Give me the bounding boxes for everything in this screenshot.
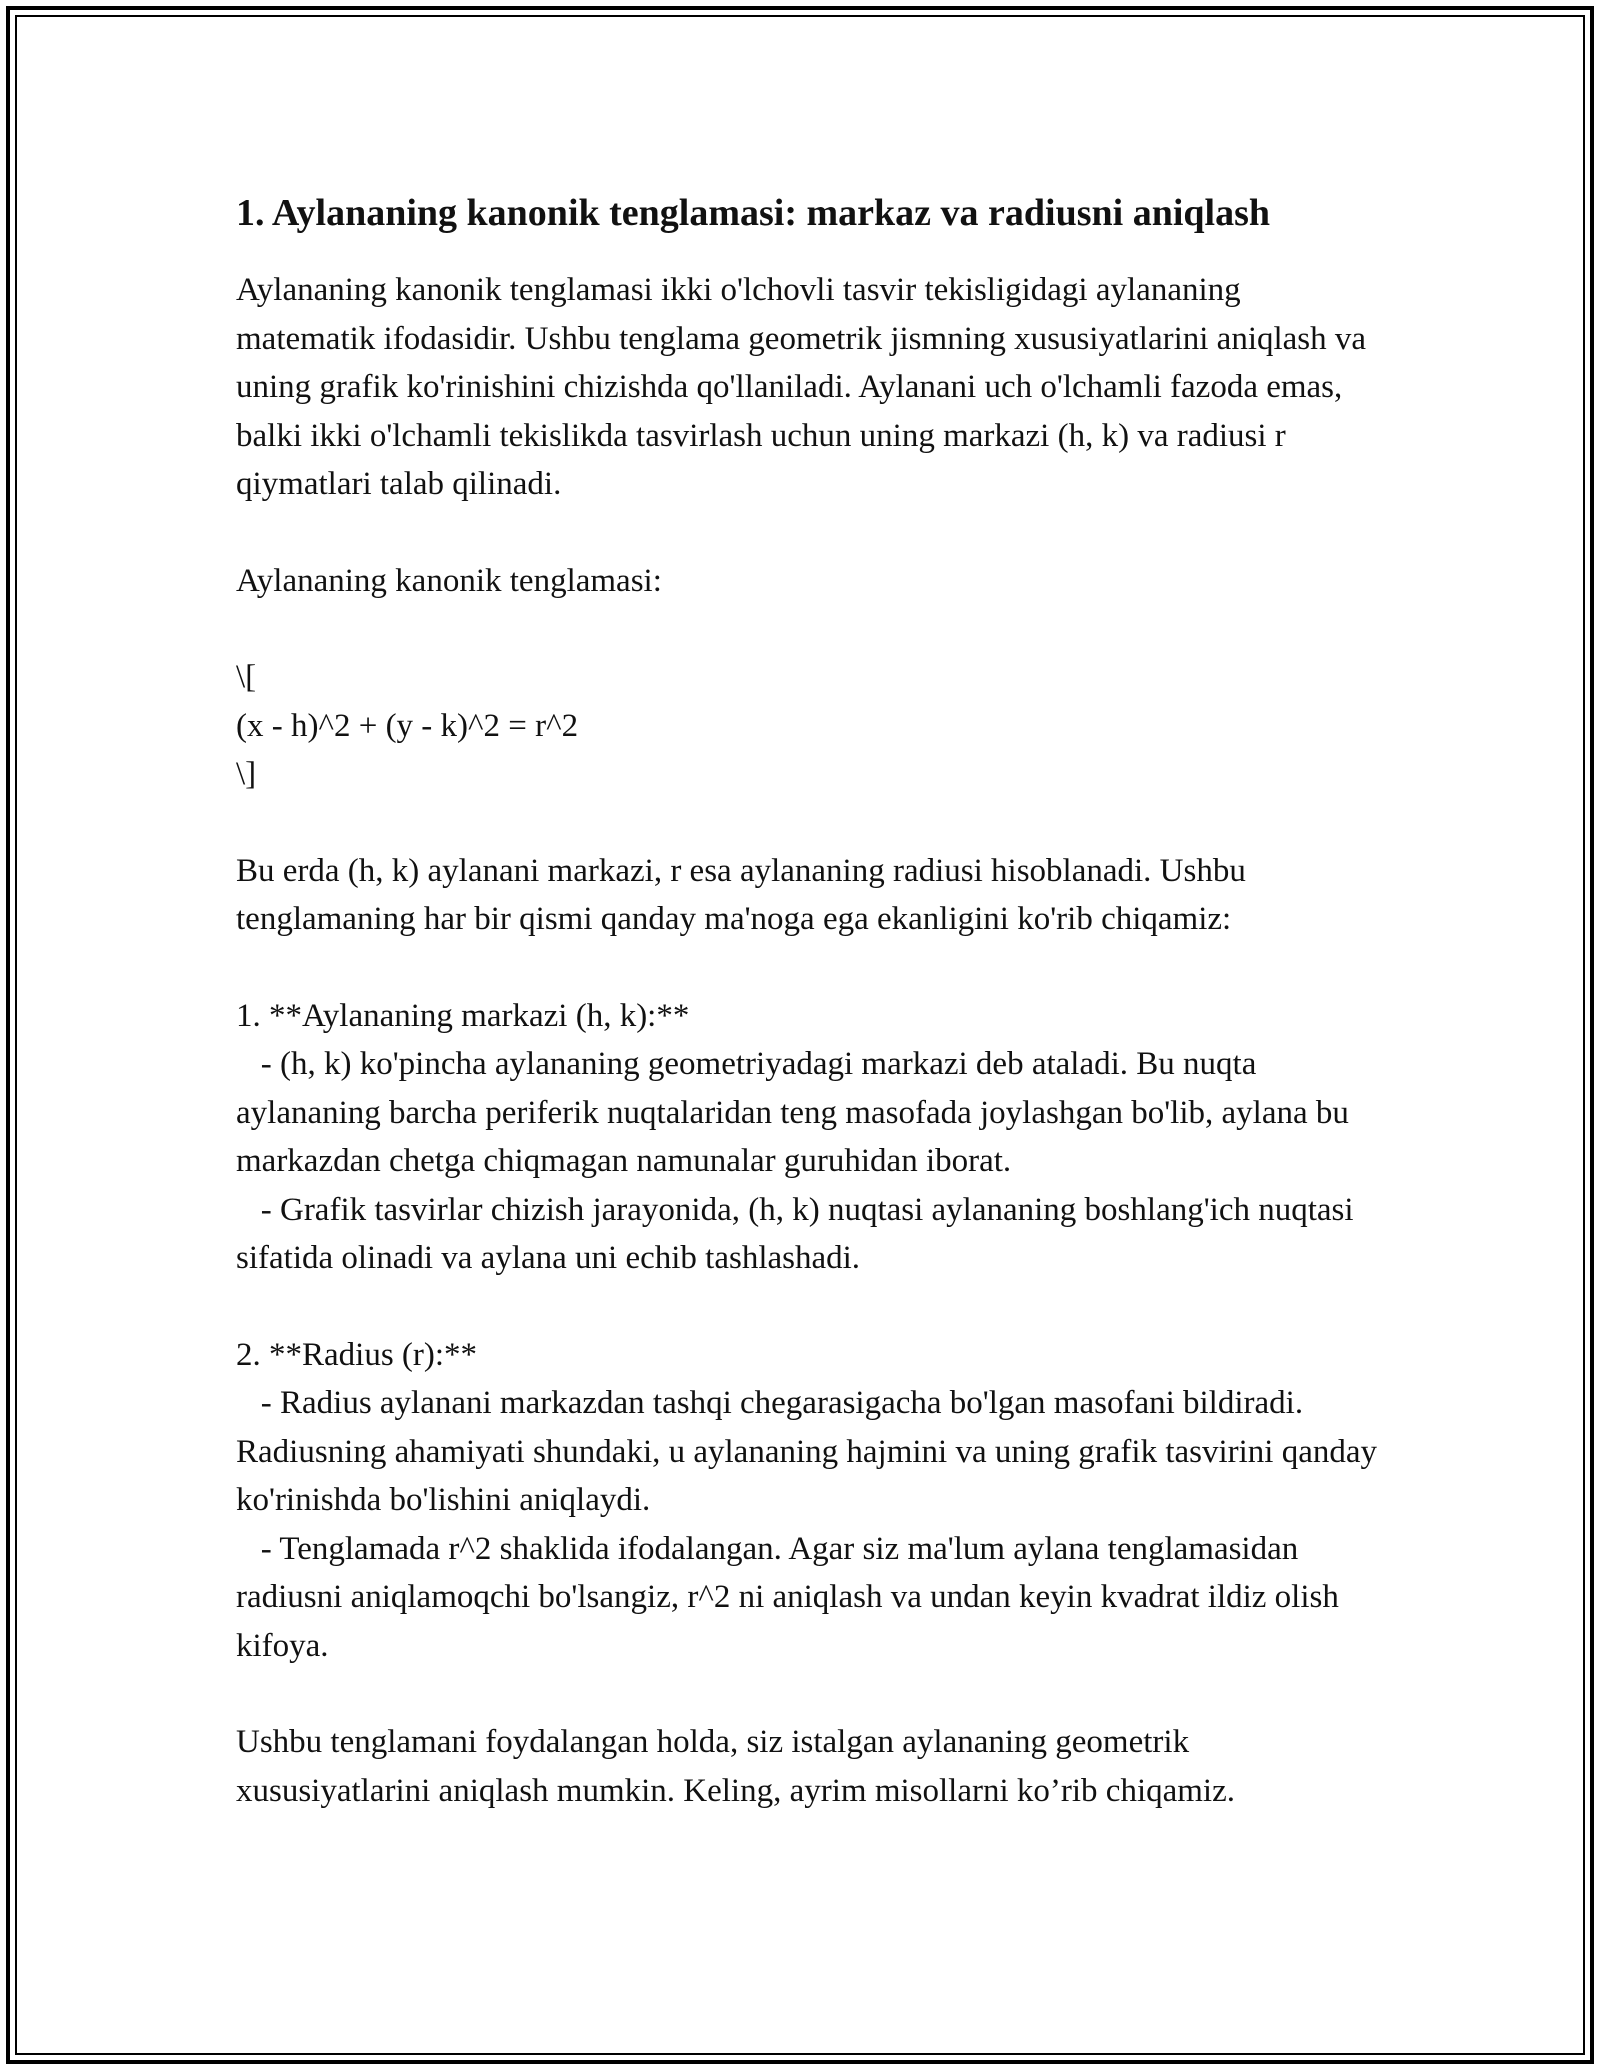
section-title: 1. Aylananing kanonik tenglamasi: markaz va radiusni aniqlash [236,192,1270,234]
formula-open: \[ [236,659,257,695]
list-item-point: - Tenglamada r^2 shaklida ifodalangan. Agar siz ma'lum aylana tenglamasidan radiusni aniqlamoqchi bo'lsangiz, r^2 ni aniqlash va undan keyin kvadrat ildiz olish kifoya. [236,1530,1348,1664]
document-body [236,186,1386,1815]
formula-body: (x - h)^2 + (y - k)^2 = r^2 [236,707,579,744]
list-item-radius [236,1331,1386,1671]
list-item-heading: 1. **Aylananing markazi (h, k):** [236,997,690,1034]
list-item-point: - Grafik tasvirlar chizish jarayonida, (h, k) nuqtasi aylananing boshlang'ich nuqtasi sifatida olinadi va aylana uni echib tashlashadi. [236,1191,1362,1276]
equation-intro: Aylananing kanonik tenglamasi: [236,562,662,599]
list-item-center [236,992,1386,1283]
intro-paragraph: Aylananing kanonik tenglamasi ikki o'lchovli tasvir tekisligidagi aylananing matematik ifodasidir. Ushbu tenglama geometrik jismning xususiyatlarini aniqlash va uning grafik ko'rinishini chizishda qo'llaniladi. Aylanani uch o'lchamli fazoda emas, balki ikki o'lchamli tekislikda tasvirlash uchun uning markazi (h, k) va radiusi r qiymatlari talab qilinadi. [236,272,1375,502]
list-item-point: - (h, k) ko'pincha aylananing geometriyadagi markazi deb ataladi. Bu nuqta aylananing barcha periferik nuqtalaridan teng masofada joylashgan bo'lib, aylana bu markazdan chetga chiqmagan namunalar guruhidan iborat. [236,1046,1358,1179]
list-item-point: - Radius aylanani markazdan tashqi chegarasigacha bo'lgan masofani bildiradi. Radiusning ahamiyati shundaki, u aylananing hajmini va uning grafik tasvirini qanday ko'rinishda bo'lishini aniqlaydi. [236,1385,1386,1518]
conclusion-paragraph: Ushbu tenglamani foydalangan holda, siz istalgan aylananing geometrik xususiyatlarini aniqlash mumkin. Keling, ayrim misollarni ko’rib chiqamiz. [236,1724,1235,1809]
formula-block [236,653,1386,799]
formula-close: \] [236,756,257,792]
list-item-heading: 2. **Radius (r):** [236,1336,478,1373]
explanation-paragraph: Bu erda (h, k) aylanani markazi, r esa aylananing radiusi hisoblanadi. Ushbu tenglamaning har bir qismi qanday ma'noga ega ekanligini ko'rib chiqamiz: [236,852,1255,937]
